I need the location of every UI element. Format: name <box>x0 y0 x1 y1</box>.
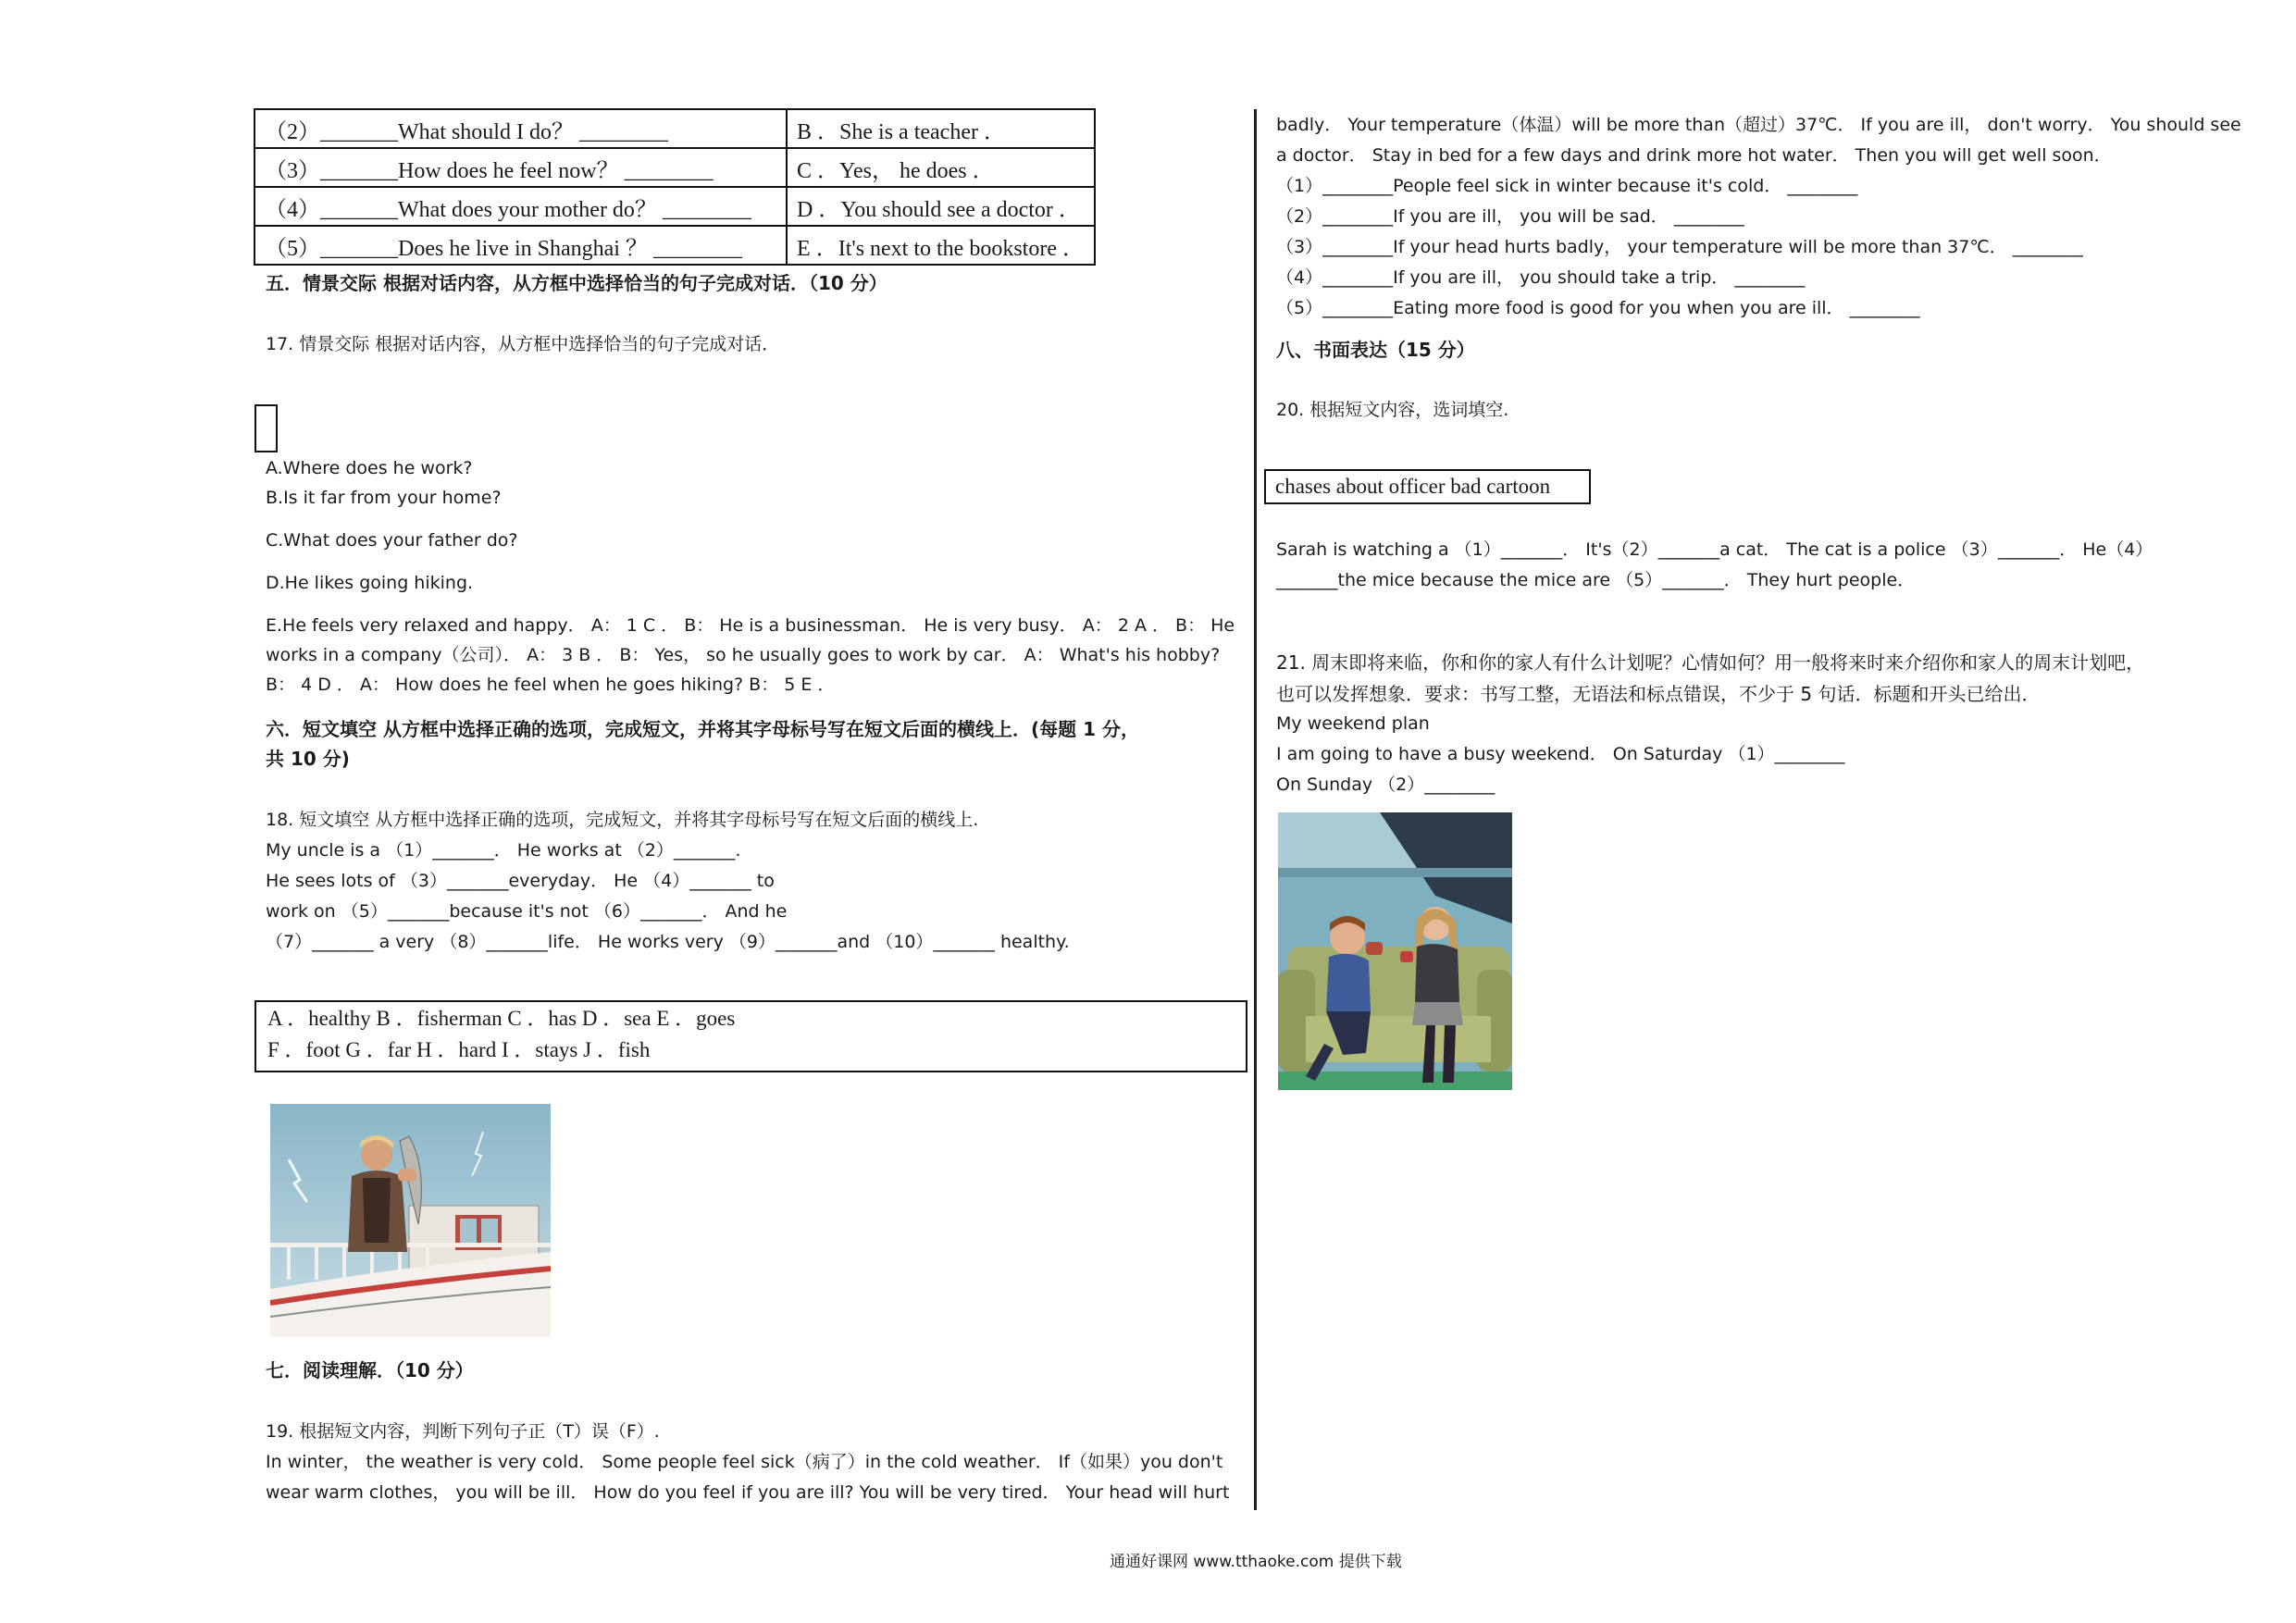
tf-statement: （2）________If you are ill， you will be sad． ________ <box>1276 206 1744 227</box>
dialogue-line: E.He feels very relaxed and happy． A： 1 C ． B： He is a businessman． He is very busy． A： 2 A ． B： He <box>266 615 1235 636</box>
word-bank-line: F ．foot G ．far H ．hard I ．stays J ．fish <box>267 1038 651 1061</box>
table-cell-question: （3）_______How does he feel now？ ________ <box>254 148 787 187</box>
passage-line: In winter， the weather is very cold． Some people feel sick（病了）in the cold weather． If（如果）you don't <box>266 1452 1223 1472</box>
plan-line: I am going to have a busy weekend． On Saturday （1）________ <box>1276 744 1845 764</box>
tf-statement: （3）________If your head hurts badly， your temperature will be more than 37℃． ________ <box>1276 237 2083 257</box>
passage-line: badly． Your temperature（体温）will be more than（超过）37℃． If you are ill， don't worry． You should see <box>1276 115 2241 135</box>
table-cell-answer: D ．You should see a doctor ． <box>787 187 1095 226</box>
question-18: 18. 短文填空 从方框中选择正确的选项，完成短文，并将其字母标号写在短文后面的横线上. <box>266 810 979 830</box>
passage-line: _______the mice because the mice are （5）_______． They hurt people． <box>1276 570 1916 590</box>
fisherman-image <box>270 1104 551 1337</box>
dialogue-line: works in a company（公司）． A： 3 B ． B： Yes， so he usually goes to work by car． A： What's his hobby? <box>266 645 1221 665</box>
question-19: 19. 根据短文内容，判断下列句子正（T）误（F）. <box>266 1421 660 1442</box>
section8-heading: 八、书面表达（15 分） <box>1276 339 1475 361</box>
section7-heading: 七．阅读理解．（10 分） <box>266 1359 474 1381</box>
table-cell-question: （4）_______What does your mother do？ ________ <box>254 187 787 226</box>
tf-statement: （5）________Eating more food is good for you when you are ill． ________ <box>1276 298 1920 318</box>
table-row <box>254 226 1095 265</box>
word-box-text: chases about officer bad cartoon <box>1275 475 1551 498</box>
passage-line: Sarah is watching a （1）_______． It's（2）_______a cat． The cat is a police （3）_______． He（4） <box>1276 539 2153 560</box>
option-a: A.Where does he work? <box>266 458 473 478</box>
option-d: D.He likes going hiking. <box>266 573 474 593</box>
passage-line: a doctor． Stay in bed for a few days and drink more hot water． Then you will get well soon． <box>1276 145 2112 166</box>
passage-line: My uncle is a （1）_______． He works at （2）_______. <box>266 840 741 861</box>
section6-heading: 六．短文填空 从方框中选择正确的选项，完成短文，并将其字母标号写在短文后面的横线上．(每题 1 分， <box>266 718 1139 740</box>
passage-line: work on （5）_______because it's not （6）_______． And he <box>266 901 788 922</box>
option-c: C.What does your father do? <box>266 530 518 551</box>
question-20: 20. 根据短文内容，选词填空. <box>1276 400 1509 420</box>
table-row <box>254 187 1095 226</box>
table-cell-answer: B ．She is a teacher ． <box>787 109 1095 148</box>
word-box <box>1264 469 1591 504</box>
matching-table <box>254 108 1096 266</box>
table-cell-answer: E ．It's next to the bookstore ． <box>787 226 1095 265</box>
column-divider <box>1254 109 1257 1510</box>
dialogue-line: B： 4 D ． A： How does he feel when he goes hiking? B： 5 E ． <box>266 675 836 695</box>
children-watching-tv-image <box>1278 812 1512 1090</box>
tf-statement: （1）________People feel sick in winter because it's cold． ________ <box>1276 176 1858 196</box>
table-cell-question: （5）_______Does he live in Shanghai ？ ________ <box>254 226 787 265</box>
section5-heading: 五．情景交际 根据对话内容，从方框中选择恰当的句子完成对话．（10 分） <box>266 272 887 294</box>
question-17: 17. 情景交际 根据对话内容，从方框中选择恰当的句子完成对话． <box>266 334 780 354</box>
option-b: B.Is it far from your home? <box>266 488 502 508</box>
plan-line: On Sunday （2）________ <box>1276 774 1496 795</box>
empty-box <box>254 404 278 452</box>
table-row <box>254 109 1095 148</box>
table-cell-answer: C ．Yes， he does ． <box>787 148 1095 187</box>
tf-statement: （4）________If you are ill， you should take a trip． ________ <box>1276 267 1806 288</box>
question-21: 21. 周末即将来临，你和你的家人有什么计划呢？心情如何？用一般将来时来介绍你和家人的周末计划吧， <box>1276 651 2145 674</box>
table-row <box>254 148 1095 187</box>
passage-line: （7）_______ a very （8）_______life． He works very （9）_______and （10）_______ healthy. <box>266 932 1070 952</box>
section6-heading-cont: 共 10 分) <box>266 748 350 770</box>
footer-text: 通通好课网 www.tthaoke.com 提供下载 <box>1110 1553 1402 1571</box>
word-bank-box <box>254 1000 1247 1072</box>
passage-line: He sees lots of （3）_______everyday． He （4）_______ to <box>266 871 775 891</box>
plan-title: My weekend plan <box>1276 713 1430 734</box>
table-cell-question: （2）_______What should I do？ ________ <box>254 109 787 148</box>
word-bank-line: A ．healthy B ．fisherman C ．has D ．sea E ．goes <box>267 1007 736 1030</box>
passage-line: wear warm clothes， you will be ill． How do you feel if you are ill? You will be very tired． Your head will hurt <box>266 1482 1230 1503</box>
question-21-cont: 也可以发挥想象．要求：书写工整，无语法和标点错误，不少于 5 句话．标题和开头已给出． <box>1276 683 2041 705</box>
